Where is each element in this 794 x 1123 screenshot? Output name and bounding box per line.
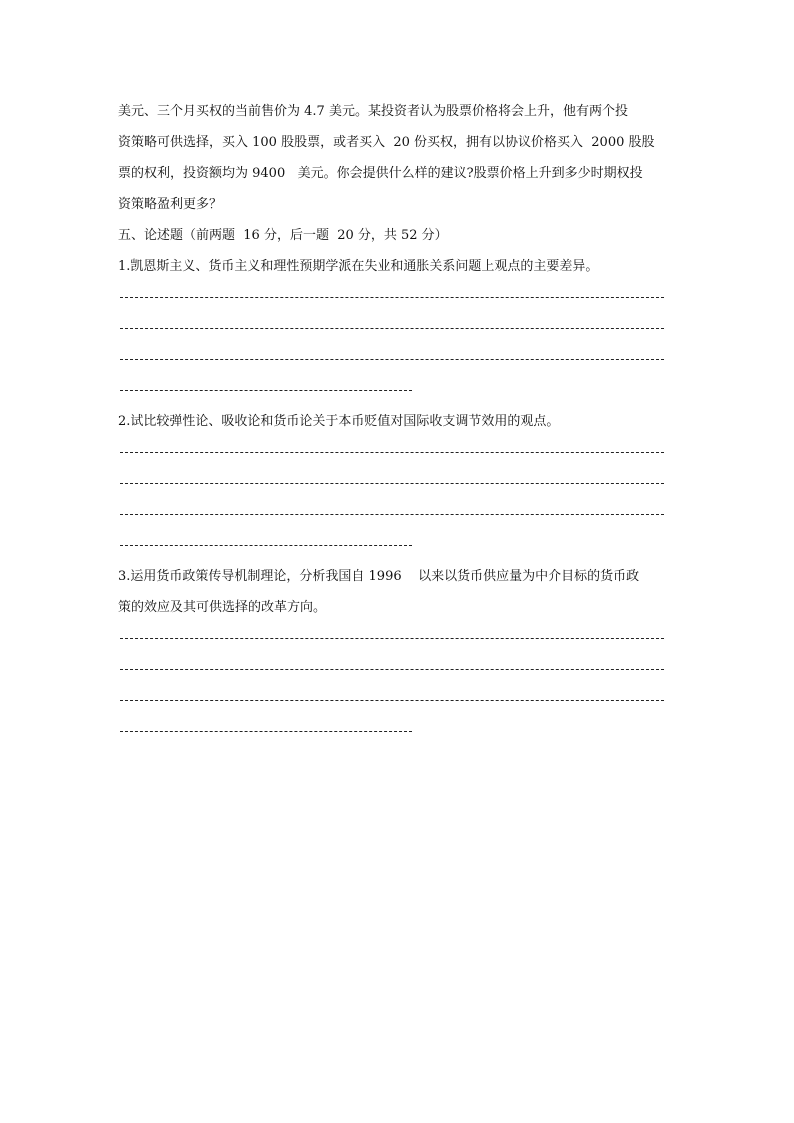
section-heading: 五、论述题（前两题 16 分，后一题 20 分，共 52 分） [118, 228, 448, 243]
document-content [118, 96, 678, 747]
paragraph-line: 美元、三个月买权的当前售价为 4.7 美元。某投资者认为股票价格将会上升，他有两个投 [118, 104, 628, 119]
answer-line [118, 530, 678, 561]
answer-area [118, 437, 678, 561]
answer-line [118, 499, 678, 530]
answer-line [118, 375, 678, 406]
question-text: 1.凯恩斯主义、货币主义和理性预期学派在失业和通胀关系问题上观点的主要差异。 [118, 259, 599, 274]
question-1 [118, 251, 678, 406]
problem-paragraph [118, 96, 678, 220]
answer-line [118, 282, 678, 313]
answer-area [118, 282, 678, 406]
question-text: 3.运用货币政策传导机制理论，分析我国自 1996 以来以货币供应量为中介目标的货币政 [118, 569, 640, 584]
answer-line [118, 623, 678, 654]
answer-line [118, 344, 678, 375]
question-text: 2.试比较弹性论、吸收论和货币论关于本币贬值对国际收支调节效用的观点。 [118, 414, 560, 429]
question-text: 策的效应及其可供选择的改革方向。 [118, 600, 327, 615]
paragraph-line: 票的权利，投资额均为 9400 美元。你会提供什么样的建议?股票价格上升到多少时期权投 [118, 166, 643, 181]
answer-line [118, 313, 678, 344]
answer-line [118, 716, 678, 747]
question-2 [118, 406, 678, 561]
answer-line [118, 685, 678, 716]
answer-line [118, 468, 678, 499]
answer-line [118, 437, 678, 468]
paragraph-line: 资策略盈利更多？ [118, 197, 223, 212]
question-3 [118, 561, 678, 747]
answer-area [118, 623, 678, 747]
answer-line [118, 654, 678, 685]
paragraph-line: 资策略可供选择，买入 100 股股票，或者买入 20 份买权，拥有以协议价格买入 2000 股股 [118, 135, 655, 150]
